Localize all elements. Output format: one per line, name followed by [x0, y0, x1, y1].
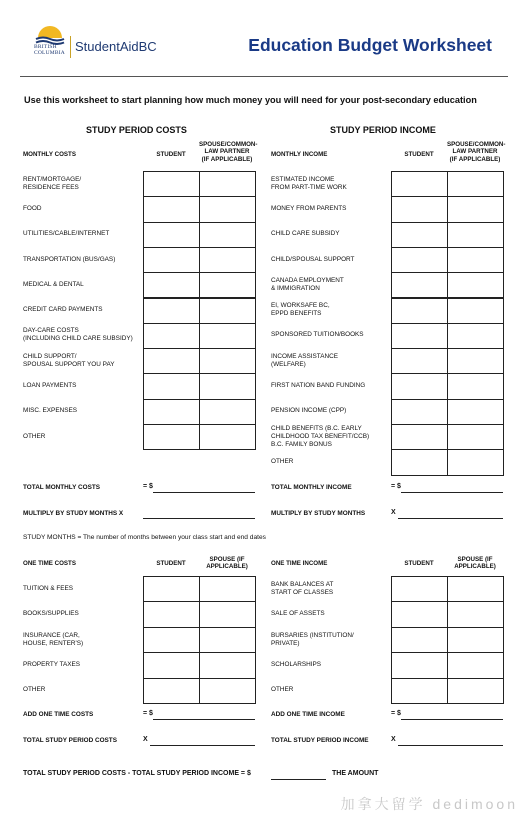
logo-province: BRITISH COLUMBIA	[34, 44, 65, 56]
logo-brand: StudentAidBC	[75, 39, 157, 54]
costs-spouse-input[interactable]	[199, 424, 256, 450]
total-monthly-income-eq: = $	[391, 483, 401, 490]
income-student-input[interactable]	[391, 449, 448, 475]
income-student-header: STUDENT	[404, 151, 434, 158]
one_time_costs-student-input[interactable]	[143, 678, 200, 704]
costs-spouse-input[interactable]	[199, 222, 256, 248]
income-row-label: MONEY FROM PARENTS	[271, 204, 347, 212]
income-spouse-input[interactable]	[447, 171, 504, 197]
costs-row-label: MEDICAL & DENTAL	[23, 280, 84, 288]
income-student-input[interactable]	[391, 171, 448, 197]
logo-divider	[70, 36, 71, 58]
income-row-label: ESTIMATED INCOME FROM PART-TIME WORK	[271, 175, 347, 191]
one_time_costs-row-label: INSURANCE (CAR, HOUSE, RENTER'S)	[23, 631, 84, 647]
total-monthly-income-field[interactable]	[401, 492, 503, 493]
income-spouse-input[interactable]	[447, 298, 504, 324]
costs-multiply-label: MULTIPLY BY STUDY MONTHS X	[23, 510, 124, 517]
income-row-label: CHILD/SPOUSAL SUPPORT	[271, 255, 355, 263]
income-spouse-input[interactable]	[447, 373, 504, 399]
income-spouse-input[interactable]	[447, 222, 504, 248]
one_time_costs-student-input[interactable]	[143, 627, 200, 653]
income-student-input[interactable]	[391, 348, 448, 374]
one_time_income-row-label: OTHER	[271, 686, 294, 694]
costs-row-label: TRANSPORTATION (BUS/GAS)	[23, 255, 116, 263]
one_time_costs-row-label: PROPERTY TAXES	[23, 660, 81, 668]
costs-student-input[interactable]	[143, 222, 200, 248]
costs-row-label: DAY-CARE COSTS (INCLUDING CHILD CARE SUBSIDY)	[23, 327, 133, 343]
costs-row-label: UTILITIES/CABLE/INTERNET	[23, 230, 110, 238]
costs-spouse-input[interactable]	[199, 298, 256, 324]
one-time-income-spouse-header: SPOUSE (IF APPLICABLE)	[454, 556, 496, 571]
costs-student-input[interactable]	[143, 399, 200, 425]
costs-heading: STUDY PERIOD COSTS	[86, 125, 187, 135]
intro-text: Use this worksheet to start planning how much money you will need for your post-secondary education	[24, 95, 477, 105]
income-student-input[interactable]	[391, 424, 448, 450]
one_time_income-student-input[interactable]	[391, 678, 448, 704]
one_time_costs-spouse-input[interactable]	[199, 601, 256, 627]
costs-student-input[interactable]	[143, 373, 200, 399]
add-one-time-income-eq: = $	[391, 710, 401, 717]
footer-formula: TOTAL STUDY PERIOD COSTS - TOTAL STUDY PERIOD INCOME = $	[23, 770, 251, 777]
costs-student-input[interactable]	[143, 196, 200, 222]
income-heading: STUDY PERIOD INCOME	[330, 125, 436, 135]
total-study-period-income-field[interactable]	[398, 745, 503, 746]
one-time-costs-spouse-header: SPOUSE (IF APPLICABLE)	[206, 556, 248, 571]
income-spouse-input[interactable]	[447, 424, 504, 450]
income-spouse-input[interactable]	[447, 399, 504, 425]
income-row-label: SPONSORED TUITION/BOOKS	[271, 331, 364, 339]
watermark: 加拿大留学 dedimoon	[340, 796, 518, 812]
costs-row-label: CREDIT CARD PAYMENTS	[23, 306, 103, 314]
monthly-costs-header: MONTHLY COSTS	[23, 151, 76, 158]
one_time_income-spouse-input[interactable]	[447, 678, 504, 704]
income-row-label: EI, WORKSAFE BC, EPPD BENEFITS	[271, 302, 330, 318]
costs-row-label: LOAN PAYMENTS	[23, 382, 77, 390]
one_time_income-student-input[interactable]	[391, 627, 448, 653]
costs-student-input[interactable]	[143, 323, 200, 349]
costs-spouse-input[interactable]	[199, 196, 256, 222]
income-spouse-header: SPOUSE/COMMON- LAW PARTNER (IF APPLICABLE)	[447, 141, 506, 163]
footer-amount-label: THE AMOUNT	[332, 770, 379, 777]
income-student-input[interactable]	[391, 247, 448, 273]
one-time-costs-student-header: STUDENT	[156, 560, 186, 567]
costs-row-label: OTHER	[23, 432, 46, 440]
income-spouse-input[interactable]	[447, 348, 504, 374]
one_time_income-spouse-input[interactable]	[447, 601, 504, 627]
income-spouse-input[interactable]	[447, 272, 504, 298]
costs-spouse-input[interactable]	[199, 272, 256, 298]
costs-row-label: MISC. EXPENSES	[23, 407, 77, 415]
one_time_income-spouse-input[interactable]	[447, 652, 504, 678]
monthly-income-header: MONTHLY INCOME	[271, 151, 328, 158]
costs-spouse-input[interactable]	[199, 348, 256, 374]
one-time-income-student-header: STUDENT	[404, 560, 434, 567]
one_time_costs-row-label: OTHER	[23, 686, 46, 694]
one_time_costs-spouse-input[interactable]	[199, 627, 256, 653]
income-student-input[interactable]	[391, 196, 448, 222]
costs-student-header: STUDENT	[156, 151, 186, 158]
costs-spouse-input[interactable]	[199, 399, 256, 425]
income-student-input[interactable]	[391, 399, 448, 425]
add-one-time-costs-label: ADD ONE TIME COSTS	[23, 711, 94, 718]
income-row-label: INCOME ASSISTANCE (WELFARE)	[271, 352, 338, 368]
income-study-months-field[interactable]	[398, 518, 503, 519]
income-row-label: CHILD BENEFITS (B.C. EARLY CHILDHOOD TAX BENEFIT/CCB) B.C. FAMILY BONUS	[271, 424, 370, 448]
costs-spouse-header: SPOUSE/COMMON- LAW PARTNER (IF APPLICABLE)	[199, 141, 258, 163]
one_time_income-student-input[interactable]	[391, 652, 448, 678]
one_time_costs-row-label: BOOKS/SUPPLIES	[23, 610, 79, 618]
one_time_costs-row-label: TUITION & FEES	[23, 584, 74, 592]
one_time_costs-spouse-input[interactable]	[199, 678, 256, 704]
income-spouse-input[interactable]	[447, 323, 504, 349]
costs-spouse-input[interactable]	[199, 247, 256, 273]
costs-spouse-input[interactable]	[199, 373, 256, 399]
total-study-period-costs-label: TOTAL STUDY PERIOD COSTS	[23, 737, 117, 744]
income-multiply-eq: X	[391, 509, 396, 516]
title-divider	[20, 76, 508, 77]
one-time-costs-header: ONE TIME COSTS	[23, 560, 76, 567]
one_time_income-student-input[interactable]	[391, 601, 448, 627]
income-multiply-label: MULTIPLY BY STUDY MONTHS	[271, 510, 366, 517]
one-time-income-header: ONE TIME INCOME	[271, 560, 328, 567]
add-one-time-income-label: ADD ONE TIME INCOME	[271, 711, 345, 718]
total-monthly-costs-eq: = $	[143, 483, 153, 490]
one_time_costs-spouse-input[interactable]	[199, 576, 256, 602]
one_time_costs-student-input[interactable]	[143, 652, 200, 678]
add-one-time-costs-field[interactable]	[153, 719, 255, 720]
costs-student-input[interactable]	[143, 424, 200, 450]
income-student-input[interactable]	[391, 272, 448, 298]
one_time_income-spouse-input[interactable]	[447, 627, 504, 653]
one_time_income-spouse-input[interactable]	[447, 576, 504, 602]
costs-student-input[interactable]	[143, 171, 200, 197]
total-monthly-income-label: TOTAL MONTHLY INCOME	[271, 484, 352, 491]
total-study-period-costs-eq: X	[143, 736, 148, 743]
total-study-period-costs-field[interactable]	[150, 745, 255, 746]
one_time_income-row-label: SCHOLARSHIPS	[271, 660, 322, 668]
add-one-time-income-field[interactable]	[401, 719, 503, 720]
costs-row-label: RENT/MORTGAGE/ RESIDENCE FEES	[23, 175, 82, 191]
income-spouse-input[interactable]	[447, 247, 504, 273]
one_time_costs-student-input[interactable]	[143, 576, 200, 602]
income-spouse-input[interactable]	[447, 449, 504, 475]
one_time_income-row-label: SALE OF ASSETS	[271, 610, 325, 618]
costs-row-label: FOOD	[23, 204, 42, 212]
total-monthly-costs-field[interactable]	[153, 492, 255, 493]
total-monthly-costs-label: TOTAL MONTHLY COSTS	[23, 484, 101, 491]
total-study-period-income-eq: X	[391, 736, 396, 743]
income-row-label: OTHER	[271, 457, 294, 465]
total-study-period-income-label: TOTAL STUDY PERIOD INCOME	[271, 737, 369, 744]
bc-sun-logo-icon	[34, 24, 66, 46]
one_time_income-student-input[interactable]	[391, 576, 448, 602]
income-student-input[interactable]	[391, 222, 448, 248]
costs-student-input[interactable]	[143, 348, 200, 374]
one_time_income-row-label: BANK BALANCES AT START OF CLASSES	[271, 580, 334, 596]
income-row-label: CHILD CARE SUBSIDY	[271, 230, 340, 238]
costs-spouse-input[interactable]	[199, 323, 256, 349]
one_time_income-row-label: BURSARIES (INSTITUTION/ PRIVATE)	[271, 631, 354, 647]
one_time_costs-student-input[interactable]	[143, 601, 200, 627]
costs-row-label: CHILD SUPPORT/ SPOUSAL SUPPORT YOU PAY	[23, 352, 115, 368]
add-one-time-costs-eq: = $	[143, 710, 153, 717]
study-months-note: STUDY MONTHS = The number of months between your class start and end dates	[23, 534, 266, 541]
income-student-input[interactable]	[391, 323, 448, 349]
income-spouse-input[interactable]	[447, 196, 504, 222]
income-student-input[interactable]	[391, 298, 448, 324]
one_time_costs-spouse-input[interactable]	[199, 652, 256, 678]
footer-result-field[interactable]	[271, 779, 326, 780]
studentaidbc-logo	[34, 24, 164, 58]
income-student-input[interactable]	[391, 373, 448, 399]
costs-student-input[interactable]	[143, 298, 200, 324]
costs-spouse-input[interactable]	[199, 171, 256, 197]
costs-student-input[interactable]	[143, 247, 200, 273]
costs-study-months-field[interactable]	[143, 518, 255, 519]
income-row-label: CANADA EMPLOYMENT & IMMIGRATION	[271, 276, 344, 292]
income-row-label: PENSION INCOME (CPP)	[271, 407, 347, 415]
page-title: Education Budget Worksheet	[248, 35, 492, 55]
costs-student-input[interactable]	[143, 272, 200, 298]
income-row-label: FIRST NATION BAND FUNDING	[271, 382, 366, 390]
